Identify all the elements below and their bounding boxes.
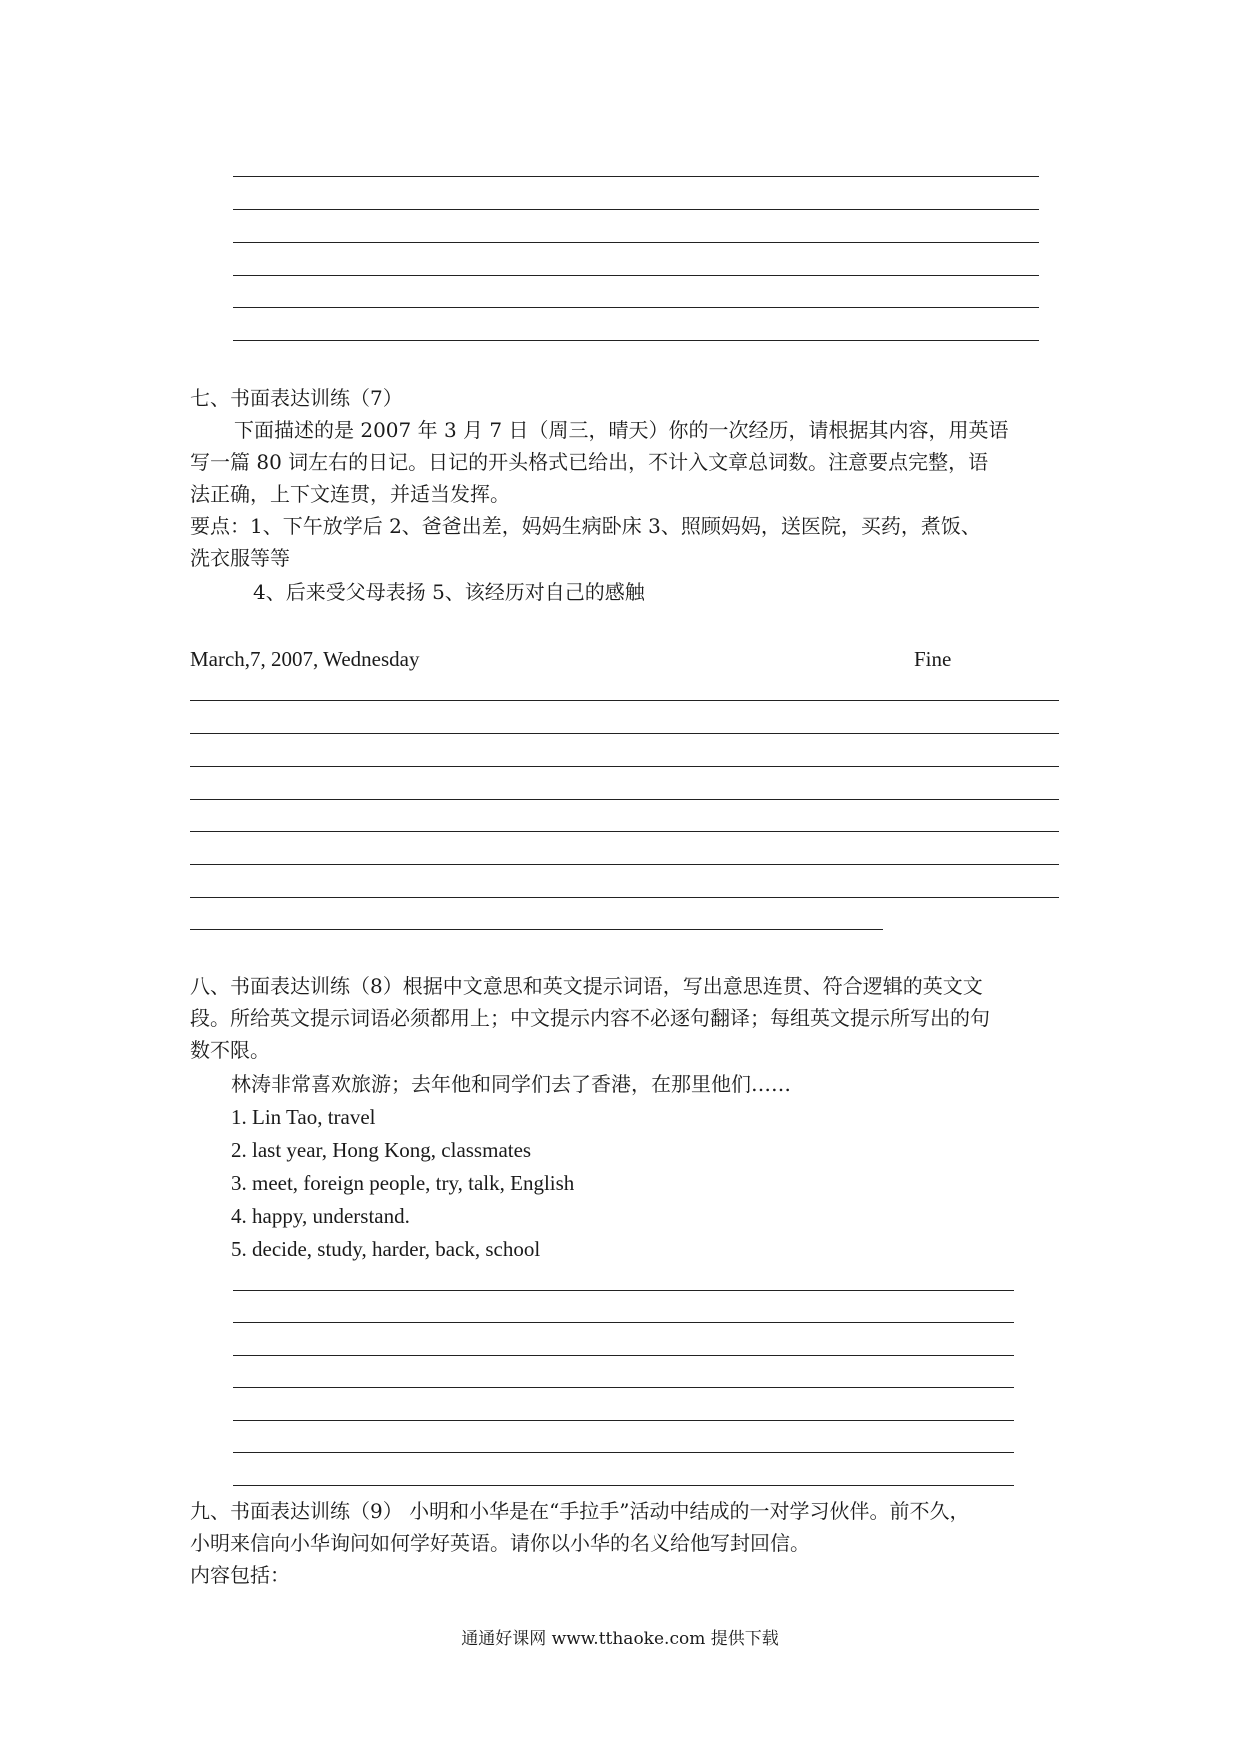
writing-line — [190, 831, 1059, 832]
section-9-title-line: 九、书面表达训练（9） 小明和小华是在“手拉手”活动中结成的一对学习伙伴。前不久， — [190, 1499, 970, 1523]
section-7-para-line: 法正确，上下文连贯，并适当发挥。 — [190, 482, 510, 506]
writing-line — [190, 929, 883, 930]
section-8-title-line: 八、书面表达训练（8）根据中文意思和英文提示词语，写出意思连贯、符合逻辑的英文文 — [190, 974, 983, 998]
section-8-title-line: 数不限。 — [190, 1038, 270, 1062]
section-9-title-line: 内容包括： — [190, 1563, 290, 1587]
section-7-para-line: 下面描述的是 2007 年 3 月 7 日（周三，晴天）你的一次经历，请根据其内容，用英语 — [234, 418, 1009, 442]
writing-line — [233, 307, 1039, 308]
page-footer: 通通好课网 www.tthaoke.com 提供下载 — [461, 1629, 779, 1649]
section-9-title-line: 小明来信向小华询问如何学好英语。请你以小华的名义给他写封回信。 — [190, 1531, 810, 1555]
writing-line — [233, 1322, 1014, 1323]
writing-line — [233, 1290, 1014, 1291]
writing-line — [233, 1387, 1014, 1388]
writing-line — [190, 766, 1059, 767]
hint-item: 2. last year, Hong Kong, classmates — [231, 1138, 532, 1162]
writing-line — [233, 176, 1039, 177]
writing-line — [233, 209, 1039, 210]
section-7-title: 七、书面表达训练（7） — [190, 386, 403, 410]
section-7-points: 洗衣服等等 — [190, 546, 290, 570]
writing-line — [233, 340, 1039, 341]
hint-item: 4. happy, understand. — [231, 1204, 410, 1228]
hint-item: 1. Lin Tao, travel — [231, 1105, 376, 1129]
writing-line — [233, 1452, 1014, 1453]
writing-line — [190, 897, 1059, 898]
writing-line — [190, 864, 1059, 865]
section-7-points: 要点：1、下午放学后 2、爸爸出差，妈妈生病卧床 3、照顾妈妈，送医院，买药，煮饭、 — [190, 514, 981, 538]
writing-line — [190, 799, 1059, 800]
writing-line — [233, 1355, 1014, 1356]
writing-line — [233, 242, 1039, 243]
hint-item: 5. decide, study, harder, back, school — [231, 1237, 541, 1261]
section-7-points: 4、后来受父母表扬 5、该经历对自己的感触 — [253, 580, 645, 604]
writing-line — [190, 733, 1059, 734]
writing-line — [190, 700, 1059, 701]
hint-item: 3. meet, foreign people, try, talk, English — [231, 1171, 575, 1195]
section-7-para-line: 写一篇 80 词左右的日记。日记的开头格式已给出，不计入文章总词数。注意要点完整，语 — [190, 450, 989, 474]
writing-line — [233, 1485, 1014, 1486]
writing-line — [233, 1420, 1014, 1421]
diary-weather: Fine — [914, 647, 952, 671]
writing-line — [233, 275, 1039, 276]
section-8-intro: 林涛非常喜欢旅游；去年他和同学们去了香港，在那里他们…… — [231, 1072, 791, 1096]
diary-date: March,7, 2007, Wednesday — [190, 647, 420, 671]
section-8-title-line: 段。所给英文提示词语必须都用上；中文提示内容不必逐句翻译；每组英文提示所写出的句 — [190, 1006, 990, 1030]
